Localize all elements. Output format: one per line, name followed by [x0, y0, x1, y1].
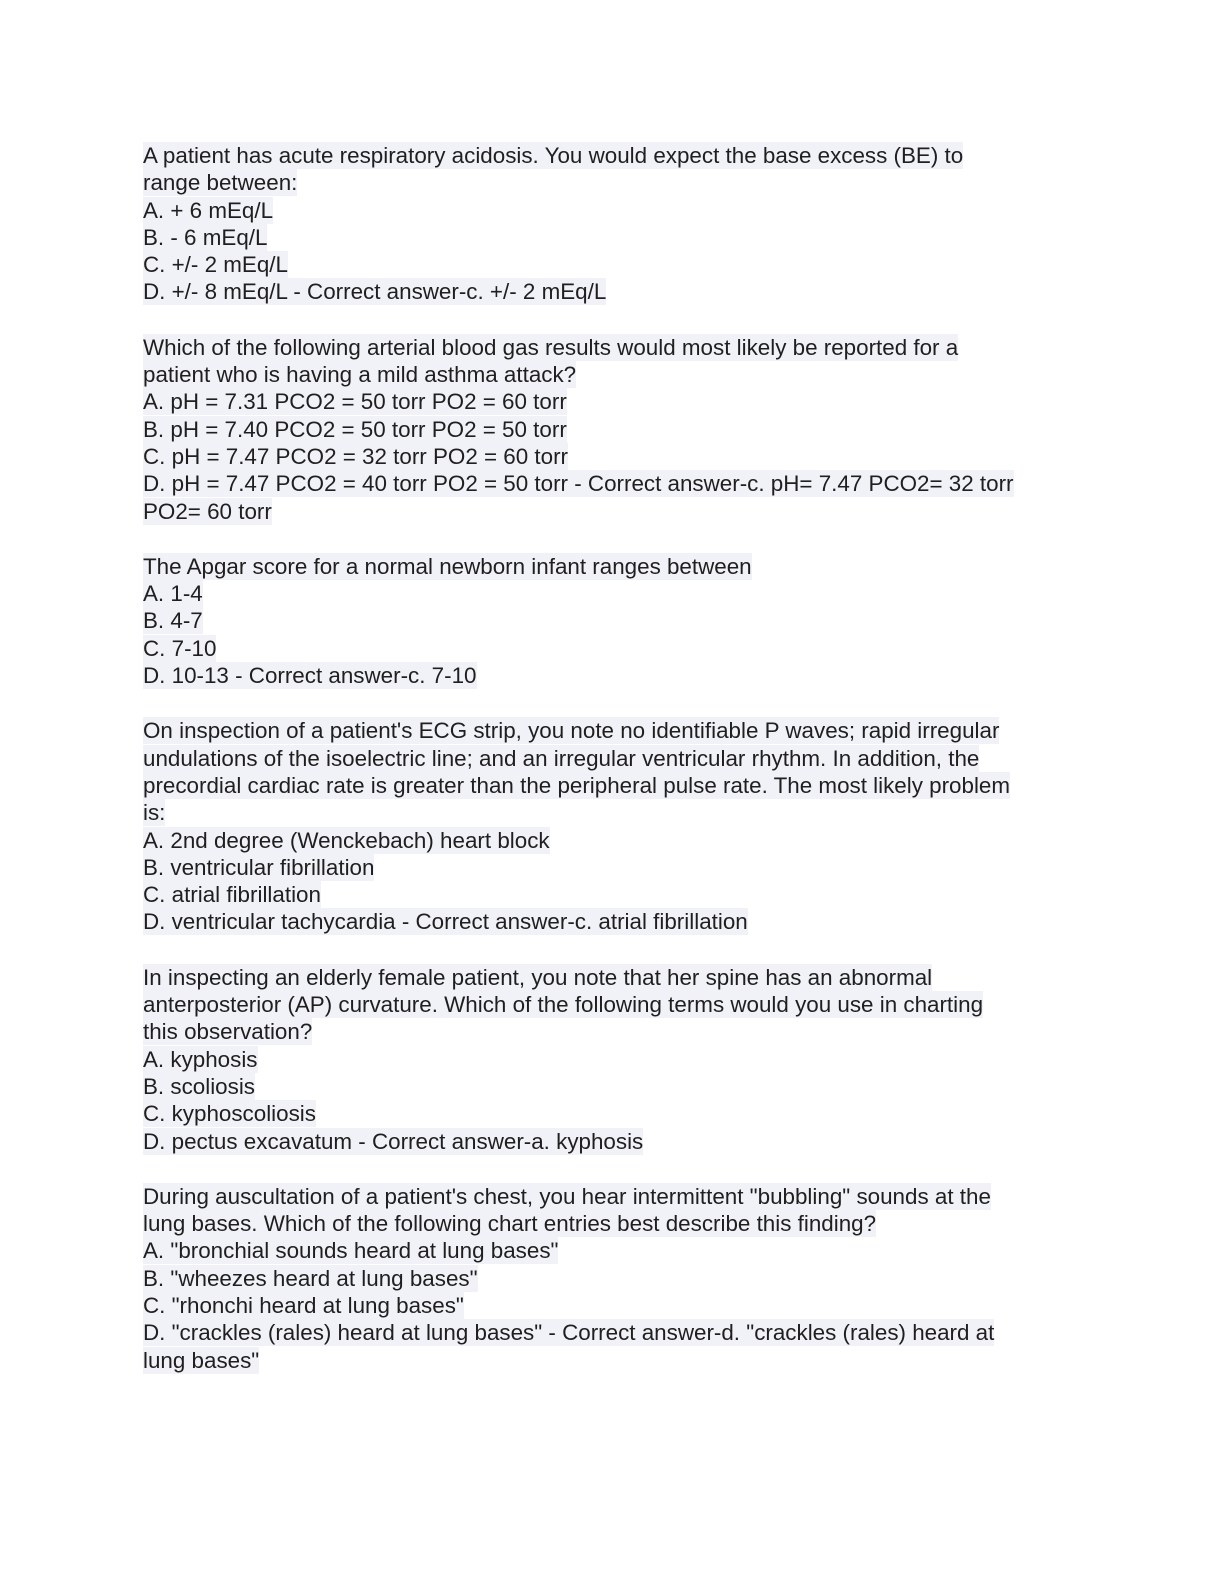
- question-text-line: Which of the following arterial blood gas results would most likely be reported for a: [143, 334, 959, 360]
- answer-option-a: A. + 6 mEq/L: [143, 197, 274, 223]
- answer-option-a: A. pH = 7.31 PCO2 = 50 torr PO2 = 60 torr: [143, 389, 567, 415]
- question-text-line: In inspecting an elderly female patient, you note that her spine has an abnormal: [143, 964, 933, 990]
- question-text-line: A patient has acute respiratory acidosis. You would expect the base excess (BE) to: [143, 143, 964, 168]
- question-6: [143, 1183, 1083, 1374]
- answer-option-b: B. - 6 mEq/L: [143, 224, 268, 250]
- answer-option-d-with-correct-answer: D. pectus excavatum - Correct answer-a. kyphosis: [143, 1128, 644, 1154]
- question-3: [143, 553, 1083, 689]
- answer-option-b: B. "wheezes heard at lung bases": [143, 1265, 478, 1291]
- question-text-line: is:: [143, 800, 166, 826]
- question-text-line: anterposterior (AP) curvature. Which of the following terms would you use in charting: [143, 992, 984, 1018]
- answer-option-d-with-correct-answer: D. ventricular tachycardia - Correct answer-c. atrial fibrillation: [143, 909, 748, 935]
- answer-option-c: C. 7-10: [143, 635, 217, 661]
- answer-option-c: C. kyphoscoliosis: [143, 1101, 316, 1127]
- correct-answer-continuation: PO2= 60 torr: [143, 498, 272, 524]
- answer-option-a: A. "bronchial sounds heard at lung bases": [143, 1238, 559, 1264]
- answer-option-c: C. +/- 2 mEq/L: [143, 252, 288, 278]
- answer-option-d-with-correct-answer: D. "crackles (rales) heard at lung bases" - Correct answer-d. "crackles (rales) heard at: [143, 1320, 995, 1346]
- answer-option-b: B. scoliosis: [143, 1073, 255, 1099]
- answer-option-c: C. atrial fibrillation: [143, 882, 321, 908]
- answer-option-a: A. 2nd degree (Wenckebach) heart block: [143, 827, 550, 853]
- question-2: [143, 334, 1083, 525]
- answer-option-d-with-correct-answer: D. 10-13 - Correct answer-c. 7-10: [143, 663, 477, 689]
- question-text-line: The Apgar score for a normal newborn infant ranges between: [143, 553, 752, 579]
- question-text-line: undulations of the isoelectric line; and an irregular ventricular rhythm. In addition, the: [143, 745, 980, 771]
- answer-option-b: B. ventricular fibrillation: [143, 854, 375, 880]
- question-text-line: patient who is having a mild asthma attack?: [143, 362, 577, 388]
- question-text-line: On inspection of a patient's ECG strip, you note no identifiable P waves; rapid irregular: [143, 718, 1000, 744]
- answer-option-a: A. 1-4: [143, 581, 203, 607]
- question-4: [143, 717, 1083, 935]
- question-1: [143, 142, 1083, 306]
- answer-option-c: C. "rhonchi heard at lung bases": [143, 1292, 464, 1318]
- correct-answer-continuation: lung bases": [143, 1347, 260, 1373]
- answer-option-b: B. pH = 7.40 PCO2 = 50 torr PO2 = 50 torr: [143, 416, 567, 442]
- question-text-line: this observation?: [143, 1019, 313, 1045]
- answer-option-d-with-correct-answer: D. pH = 7.47 PCO2 = 40 torr PO2 = 50 torr - Correct answer-c. pH= 7.47 PCO2= 32 torr: [143, 471, 1014, 497]
- question-5: [143, 964, 1083, 1155]
- answer-option-b: B. 4-7: [143, 608, 203, 634]
- answer-option-a: A. kyphosis: [143, 1046, 258, 1072]
- answer-option-d-with-correct-answer: D. +/- 8 mEq/L - Correct answer-c. +/- 2 mEq/L: [143, 279, 607, 305]
- question-text-line: range between:: [143, 170, 298, 196]
- question-text-line: During auscultation of a patient's chest, you hear intermittent "bubbling" sounds at the: [143, 1183, 991, 1209]
- question-text-line: lung bases. Which of the following chart entries best describe this finding?: [143, 1211, 877, 1237]
- answer-option-c: C. pH = 7.47 PCO2 = 32 torr PO2 = 60 torr: [143, 443, 569, 469]
- document-page: [143, 142, 1083, 1402]
- question-text-line: precordial cardiac rate is greater than the peripheral pulse rate. The most likely problem: [143, 772, 1011, 798]
